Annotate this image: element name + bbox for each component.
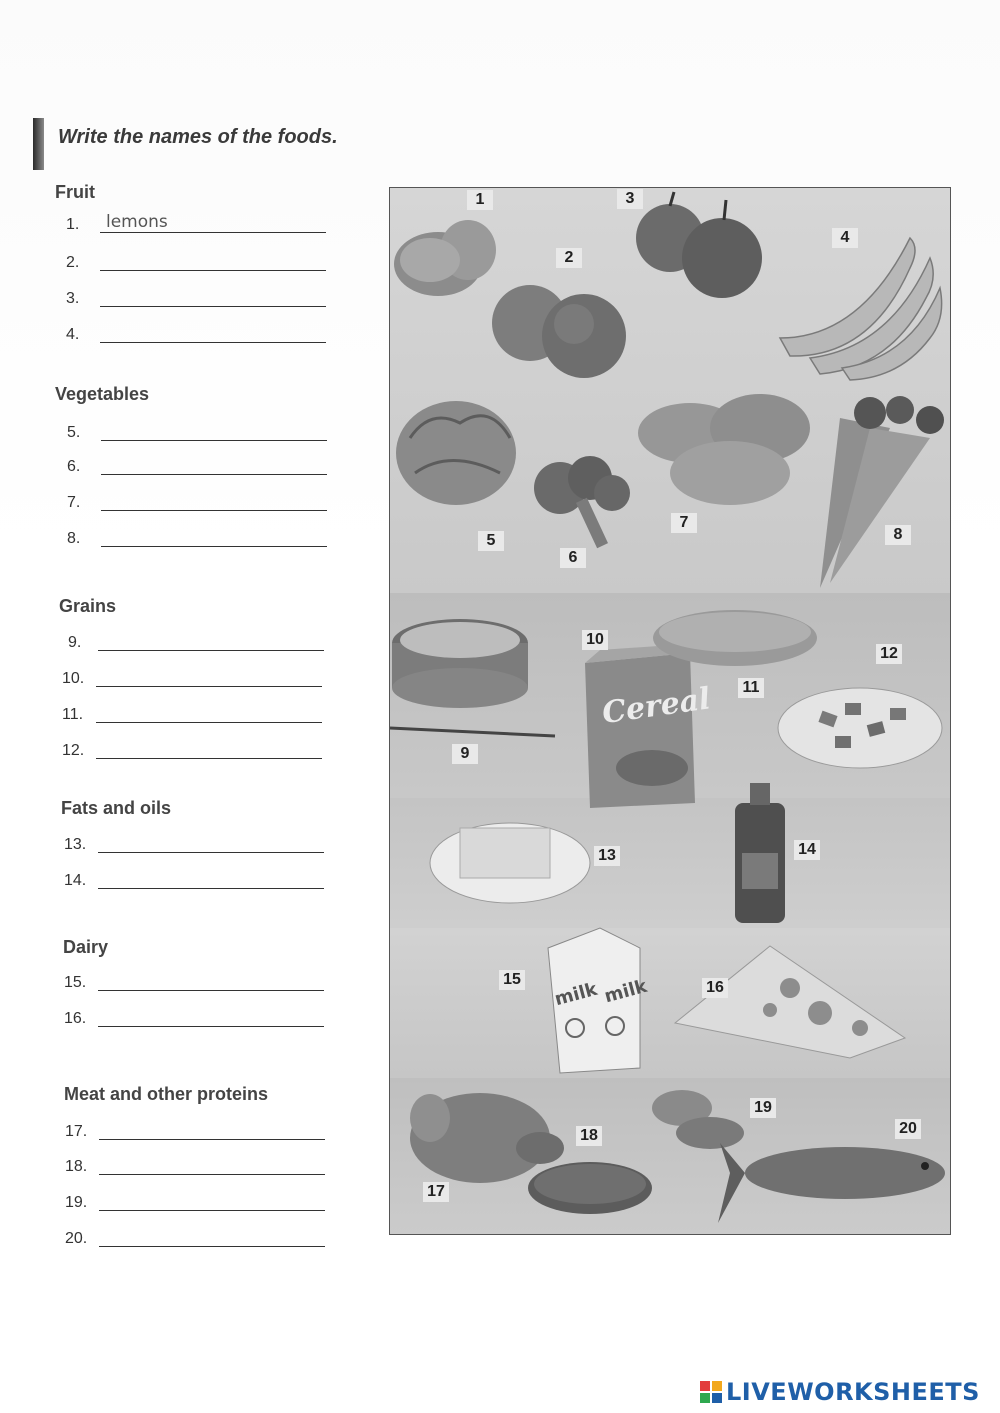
oranges-image <box>492 285 626 378</box>
milk-carton-text-1: milk <box>552 978 600 1011</box>
item-number: 17. <box>65 1123 88 1140</box>
item-number: 6. <box>67 458 81 475</box>
apples-image <box>636 192 762 298</box>
item-number: 20. <box>65 1230 88 1247</box>
answer-row-5 <box>67 422 347 446</box>
photo-label-1: 1 <box>467 190 493 210</box>
photo-label-13: 13 <box>594 846 620 866</box>
answer-text: lemons <box>106 212 168 232</box>
photo-label-15: 15 <box>499 970 525 990</box>
answer-field-3[interactable] <box>100 306 326 307</box>
item-number: 11. <box>62 706 84 723</box>
shrimp-image <box>652 1090 744 1149</box>
answer-field-18[interactable] <box>99 1174 325 1175</box>
answer-row-9 <box>64 632 344 656</box>
fish-image <box>718 1143 945 1223</box>
answer-row-1 <box>66 214 346 238</box>
photo-label-19: 19 <box>750 1098 776 1118</box>
broccoli-image <box>534 456 630 548</box>
answer-field-2[interactable] <box>100 270 326 271</box>
liveworksheets-logo <box>700 1378 980 1406</box>
answer-row-3 <box>66 288 346 312</box>
photo-label-4: 4 <box>832 228 858 248</box>
milk-carton-text-2: milk <box>602 975 650 1008</box>
photo-label-8: 8 <box>885 525 911 545</box>
item-number: 8. <box>67 530 81 547</box>
item-number: 19. <box>65 1194 88 1211</box>
section-heading-dairy: Dairy <box>63 937 109 957</box>
item-number: 16. <box>64 1010 87 1027</box>
photo-label-10: 10 <box>582 630 608 650</box>
item-number: 14. <box>64 872 87 889</box>
answer-field-17[interactable] <box>99 1139 325 1140</box>
photo-label-2: 2 <box>556 248 582 268</box>
answer-field-12[interactable] <box>96 758 322 759</box>
photo-label-11: 11 <box>738 678 764 698</box>
liveworksheets-brand-name: LIVEWORKSHEETS <box>726 1378 980 1406</box>
item-number: 10. <box>62 670 85 687</box>
answer-row-2 <box>66 252 346 276</box>
answer-field-19[interactable] <box>99 1210 325 1211</box>
bread-loaf-image <box>653 610 817 666</box>
answer-field-5[interactable] <box>101 440 327 441</box>
rice-bowl-image <box>390 619 555 736</box>
answer-row-12 <box>62 740 342 764</box>
answer-row-8 <box>67 528 347 552</box>
answer-field-7[interactable] <box>101 510 327 511</box>
milk-carton-image <box>548 928 650 1073</box>
answer-field-15[interactable] <box>98 990 324 991</box>
lemons-image <box>394 220 496 296</box>
oil-bottle-image <box>735 783 785 923</box>
cheese-wedge-image <box>675 946 905 1058</box>
answer-row-13 <box>64 834 344 858</box>
bananas-image <box>780 238 942 380</box>
item-number: 9. <box>68 634 82 651</box>
answer-field-1[interactable] <box>100 232 326 233</box>
answer-field-11[interactable] <box>96 722 322 723</box>
food-photo-panel <box>389 187 951 1235</box>
photo-label-14: 14 <box>794 840 820 860</box>
cereal-box-image <box>585 643 713 808</box>
answer-row-19 <box>65 1192 345 1216</box>
carrots-image <box>820 396 944 588</box>
item-number: 1. <box>66 216 80 233</box>
cereal-box-text: Cereal <box>600 681 713 732</box>
chicken-image <box>410 1093 564 1183</box>
answer-field-10[interactable] <box>96 686 322 687</box>
butter-plate-image <box>430 823 590 903</box>
item-number: 4. <box>66 326 80 343</box>
item-number: 13. <box>64 836 87 853</box>
photo-label-12: 12 <box>876 644 902 664</box>
photo-label-9: 9 <box>452 744 478 764</box>
answer-row-20 <box>65 1228 345 1252</box>
answer-row-14 <box>64 870 344 894</box>
item-number: 2. <box>66 254 80 271</box>
item-number: 3. <box>66 290 80 307</box>
answer-field-20[interactable] <box>99 1246 325 1247</box>
photo-label-18: 18 <box>576 1126 602 1146</box>
answer-row-6 <box>67 456 347 480</box>
answer-field-6[interactable] <box>101 474 327 475</box>
beans-image <box>528 1162 652 1214</box>
liveworksheets-icon <box>700 1381 722 1403</box>
item-number: 12. <box>62 742 85 759</box>
answer-field-13[interactable] <box>98 852 324 853</box>
answer-row-4 <box>66 324 346 348</box>
answer-field-9[interactable] <box>98 650 324 651</box>
section-heading-meat-and-proteins: Meat and other proteins <box>64 1084 269 1104</box>
crackers-plate-image <box>778 688 942 768</box>
answer-row-7 <box>67 492 347 516</box>
photo-label-17: 17 <box>423 1182 449 1202</box>
photo-label-6: 6 <box>560 548 586 568</box>
exercise-title: Write the names of the foods. <box>58 126 338 148</box>
answer-row-11 <box>62 704 342 728</box>
answer-row-10 <box>62 668 342 692</box>
photo-label-3: 3 <box>617 189 643 209</box>
item-number: 5. <box>67 424 81 441</box>
answer-row-16 <box>64 1008 344 1032</box>
section-heading-vegetables: Vegetables <box>55 384 150 404</box>
potatoes-image <box>638 394 810 505</box>
answer-field-4[interactable] <box>100 342 326 343</box>
food-illustrations <box>390 188 950 1234</box>
item-number: 18. <box>65 1158 88 1175</box>
item-number: 7. <box>67 494 81 511</box>
item-number: 15. <box>64 974 87 991</box>
answer-field-14[interactable] <box>98 888 324 889</box>
title-accent-bar <box>33 118 44 170</box>
photo-label-20: 20 <box>895 1119 921 1139</box>
answer-field-8[interactable] <box>101 546 327 547</box>
answer-row-18 <box>65 1156 345 1180</box>
lettuce-image <box>396 401 516 505</box>
answer-row-15 <box>64 972 344 996</box>
answer-row-17 <box>65 1121 345 1145</box>
photo-label-5: 5 <box>478 531 504 551</box>
photo-label-7: 7 <box>671 513 697 533</box>
section-heading-fats-and-oils: Fats and oils <box>61 798 172 818</box>
section-heading-grains: Grains <box>59 596 117 616</box>
answer-field-16[interactable] <box>98 1026 324 1027</box>
section-heading-fruit: Fruit <box>55 182 95 202</box>
photo-label-16: 16 <box>702 978 728 998</box>
